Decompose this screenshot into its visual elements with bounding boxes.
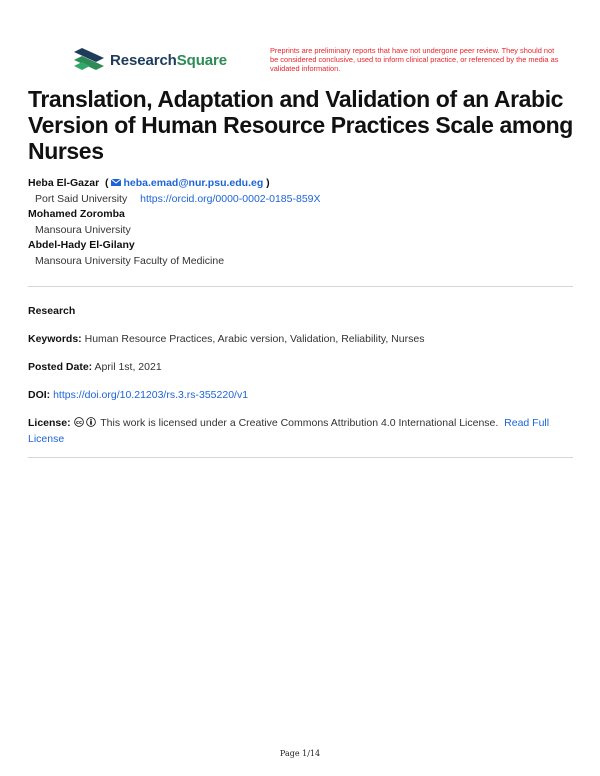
license-row	[28, 416, 573, 447]
article-type	[28, 304, 573, 320]
read-full-license-link[interactable]: Read Full License	[28, 417, 550, 445]
orcid-link[interactable]: https://orcid.org/0000-0002-0185-859X	[140, 192, 321, 205]
keywords-row	[28, 332, 573, 348]
svg-text:cc: cc	[75, 419, 82, 426]
doi-label: DOI:	[28, 389, 51, 401]
keywords-label: Keywords:	[28, 333, 82, 345]
creative-commons-icon	[74, 417, 84, 427]
doi-link[interactable]: https://doi.org/10.21203/rs.3.rs-355220/v1	[53, 389, 249, 401]
author-entry	[28, 176, 573, 192]
attribution-icon	[86, 417, 96, 427]
divider	[28, 286, 573, 287]
paper-title: Translation, Adaptation and Validation of an Arabic Version of Human Resource Practices Scale among Nurses	[28, 86, 573, 164]
author-affiliation: Mansoura University Faculty of Medicine	[35, 254, 225, 267]
license-text: This work is licensed under a Creative Commons Attribution 4.0 International License.	[100, 417, 499, 429]
email-paren-close: )	[263, 177, 270, 189]
posted-date-label: Posted Date:	[28, 361, 93, 373]
license-label: License:	[28, 417, 71, 429]
author-email-link[interactable]: heba.emad@nur.psu.edu.eg	[123, 177, 264, 189]
author-name: Heba El-Gazar	[28, 177, 100, 189]
posted-date-value: April 1st, 2021	[94, 361, 162, 373]
posted-date-row	[28, 360, 573, 376]
research-square-logo[interactable]	[74, 48, 227, 72]
research-square-logo-icon	[74, 48, 104, 72]
article-type-label: Research	[28, 305, 76, 317]
email-paren-open: (	[102, 177, 109, 189]
author-list	[28, 176, 573, 269]
divider	[28, 457, 573, 458]
page-number: Page 1/14	[279, 749, 321, 758]
author-name: Mohamed Zoromba	[28, 208, 125, 220]
author-affiliation-row	[28, 192, 573, 208]
author-affiliation: Mansoura University	[35, 223, 131, 236]
author-name: Abdel-Hady El-Gilany	[28, 239, 135, 251]
doi-row	[28, 388, 573, 404]
preprint-disclaimer: Preprints are preliminary reports that have not undergone peer review. They should not be considered conclusive, used to inform clinical practice, or referenced by the media as validated information.	[270, 46, 559, 73]
envelope-icon	[111, 179, 121, 186]
author-affiliation: Port Said University	[35, 192, 128, 205]
keywords-value: Human Resource Practices, Arabic version, Validation, Reliability, Nurses	[84, 333, 425, 345]
brand-name: ResearchSquare	[110, 51, 228, 69]
